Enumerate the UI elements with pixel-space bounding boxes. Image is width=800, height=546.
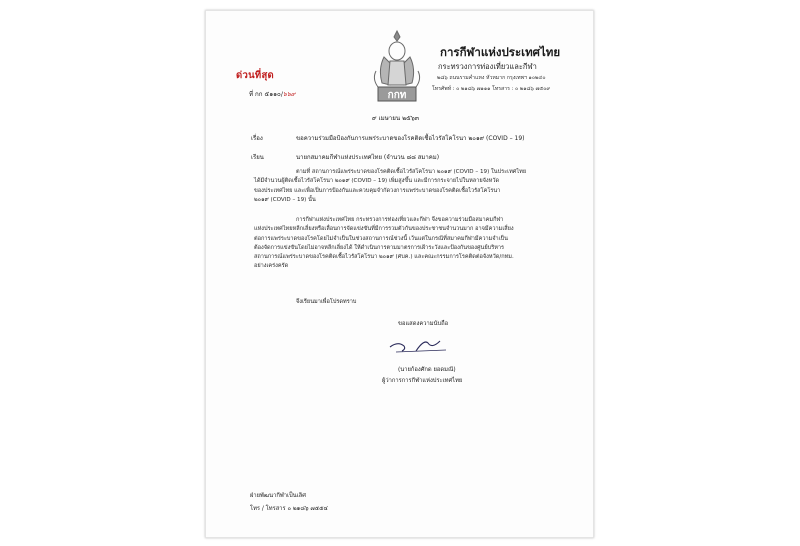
letter-page (205, 10, 594, 538)
body-line: ๒๐๑๙ (COVID – 19) นั้น (254, 196, 316, 203)
recipient-text: นายกสมาคมกีฬาแห่งประเทศไทย (จำนวน ๘๘ สมาคม) (296, 154, 440, 161)
urgent-stamp: ด่วนที่สุด (236, 70, 275, 81)
body-line: ต่อการแพร่ระบาดของโรคโดยไม่จำเป็นในช่วงสถานการณ์ช่วงนี้ เว้นแต่ในกรณีที่สมาคมกีฬามีความจำเป็น (254, 235, 508, 242)
logo-text: กกท (387, 90, 407, 101)
footer-department: ฝ่ายพัฒนากีฬาเป็นเลิศ (250, 493, 306, 499)
document-number-handwritten: ๖๖๙ (282, 91, 296, 98)
sat-emblem-logo (364, 27, 430, 105)
body-line: สถานการณ์แพร่ระบาดของโรคติดเชื้อไวรัสโคโรนา ๒๐๑๙ (ศบค.) และคณะกรรมการโรคติดต่อจังหวัด/กทม. (254, 254, 514, 261)
body-line: ตามที่ สถานการณ์แพร่ระบาดของโรคติดเชื้อไวรัสโคโรนา ๒๐๑๙ (COVID – 19) ในประเทศไทย (296, 169, 527, 175)
org-phone: โทรศัพท์ : ๐ ๒๑๘๖ ๗๑๑๑ โทรสาร : ๐ ๒๑๘๖ ๗๕๐๙ (432, 86, 551, 92)
body-line: แห่งประเทศไทยหลีกเลี่ยงหรือเลื่อนการจัดแข่งขันที่มีการรวมตัวกันของประชาชนจำนวนมาก อาจมีความเสี่ยง (254, 226, 514, 233)
ministry-name: กระทรวงการท่องเที่ยวและกีฬา (438, 62, 537, 71)
letter-date: ๙ เมษายน ๒๕๖๓ (372, 115, 419, 122)
closing-phrase: ขอแสดงความนับถือ (398, 321, 449, 327)
body-paragraph-1 (254, 168, 564, 205)
body-paragraph-2 (254, 216, 564, 272)
body-paragraph-3: จึงเรียนมาเพื่อโปรดทราบ (296, 299, 357, 305)
document-number (249, 89, 295, 99)
body-line: ของประเทศไทย และเพื่อเป็นการป้องกันและควบคุมจำกัดวงการแพร่ระบาดของโรคติดเชื้อไวรัสโคโรนา (254, 187, 501, 194)
subject-text: ขอความร่วมมือป้องกันการแพร่ระบาดของโรคติดเชื้อไวรัสโคโรนา ๒๐๑๙ (COVID – 19) (296, 135, 525, 142)
body-line: อย่างเคร่งครัด (254, 263, 289, 270)
org-address: ๒๘๖ ถนนรามคำแหง หัวหมาก กรุงเทพฯ ๑๐๒๔๐ (437, 75, 546, 81)
handwritten-signature (376, 329, 456, 359)
signer-name: (นายก้องศักด ยอดมณี) (398, 367, 456, 373)
body-line: ต้องจัดการแข่งขันโดยไม่อาจหลีกเลี่ยงได้ ให้ดำเนินการตามมาตรการเฝ้าระวังและป้องกันของศูนย์บริหาร (254, 244, 505, 251)
document-number-prefix: ที่ กก ๕๑๑๐/ (249, 91, 283, 98)
body-line: การกีฬาแห่งประเทศไทย กระทรวงการท่องเที่ยวและกีฬา จึงขอความร่วมมือสมาคมกีฬา (296, 217, 504, 223)
signer-position: ผู้ว่าการการกีฬาแห่งประเทศไทย (382, 378, 463, 384)
body-line: ได้มีจำนวนผู้ติดเชื้อไวรัสโคโรนา ๒๐๑๙ (COVID – 19) เพิ่มสูงขึ้น และมีการกระจายไปในหลายจังหวัด (254, 178, 500, 185)
subject-label: เรื่อง (251, 135, 263, 142)
recipient-label: เรียน (251, 154, 264, 161)
org-name: การกีฬาแห่งประเทศไทย (440, 45, 561, 59)
footer-contact: โทร / โทรสาร ๐ ๒๑๘๖ ๗๕๕๔ (250, 506, 328, 512)
